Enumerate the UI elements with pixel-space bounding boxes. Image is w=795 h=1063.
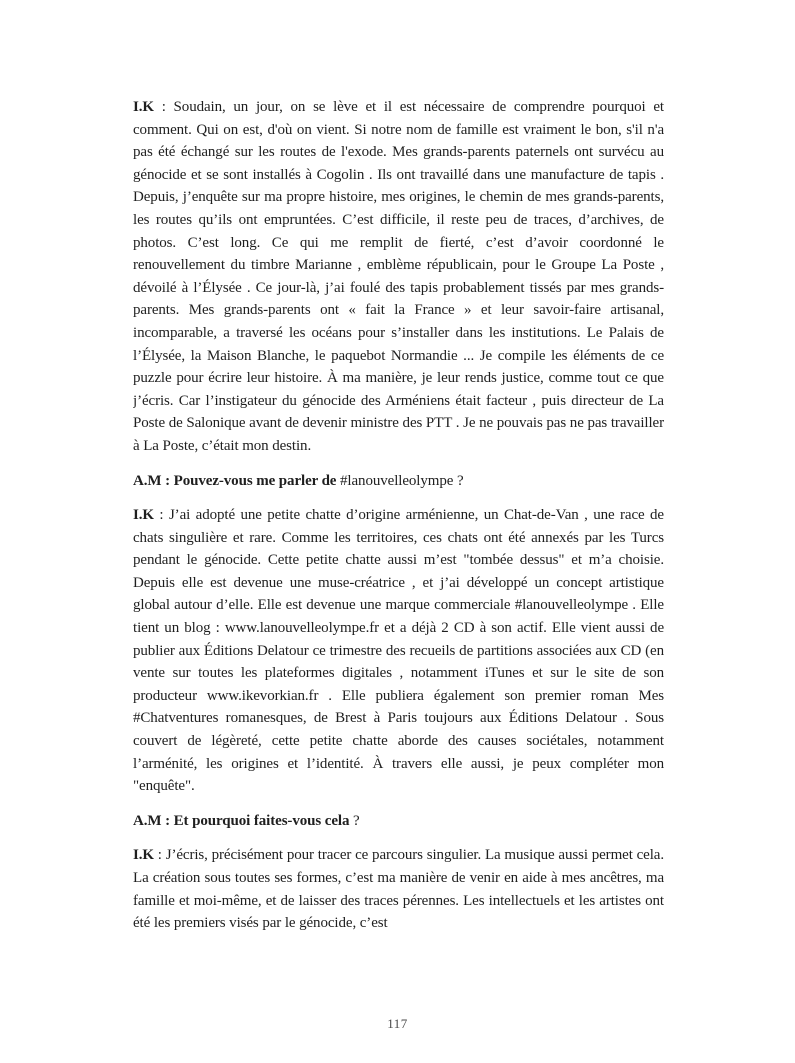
question-bold-text: Pouvez-vous me parler de: [173, 472, 341, 489]
speaker-separator: :: [153, 847, 166, 864]
speaker-label: I.K: [133, 847, 154, 864]
speaker-label: A.M: [133, 812, 162, 829]
page-number: 117: [387, 1016, 408, 1031]
paragraph-text: #lanouvelleolympe ?: [340, 472, 464, 489]
speaker-separator: :: [161, 472, 174, 489]
speaker-separator: :: [153, 99, 174, 115]
paragraph-text: ?: [349, 812, 360, 829]
paragraph-am-question-2: [133, 810, 664, 833]
paragraph-am-question-1: [133, 470, 664, 493]
paragraph-ik-answer-2: [133, 504, 664, 798]
speaker-label: A.M: [133, 472, 162, 489]
paragraph-ik-answer-1: [133, 96, 664, 458]
speaker-label: I.K: [133, 507, 154, 524]
paragraph-text: Soudain, un jour, on se lève et il est nécessaire de comprendre pourquoi et comment. Qui on est, d'où on vient. Si notre nom de famille est vraiment le bon, s'il n'a pas été échangé sur les routes de l'exode. Mes grands-parents paternels ont survécu au génocide et se sont installés à Cogolin . Ils ont travaillé dans une manufacture de tapis . Depuis, j’enquête sur ma propre histoire, mes origines, le chemin de mes grands-parents, les routes qu’ils ont empruntées. C’est difficile, il reste peu de traces, d’archives, de photos. C’est long. Ce qui me remplit de fierté, c’est d’avoir coordonné le renouvellement du timbre Marianne , emblème républicain, pour le Groupe La Poste , dévoilé à l’Élysée . Ce jour-là, j’ai foulé des tapis probablement tissés par mes grands-parents. Mes grands-parents ont « fait la France » et leur savoir-faire artisanal, incomparable, a traversé les océans pour s’installer dans les institutions. Le Palais de l’Élysée, la Maison Blanche, le paquebot Normandie ... Je compile les éléments de ce puzzle pour écrire leur histoire. À ma manière, je leur rends justice, comme tout ce que j’écris. Car l’instigateur du génocide des Arméniens était facteur , puis directeur de La Poste de Salonique avant de devenir ministre des PTT . Je ne pouvais pas ne pas travailler à La Poste, c’était mon destin.: [133, 99, 664, 454]
paragraph-text: J’ai adopté une petite chatte d’origine arménienne, un Chat-de-Van , une race de chats singulière et rare. Comme les territoires, ces chats ont été annexés par les Turcs pendant le génocide. Cette petite chatte aussi m’est "tombée dessus" et m’a choisie. Depuis elle est devenue une muse-créatrice , et j’ai développé un concept artistique global autour d’elle. Elle est devenue une marque commerciale #lanouvelleolympe . Elle tient un blog : www.lanouvelleolympe.fr et a déjà 2 CD à son actif. Elle vient aussi de publier aux Éditions Delatour ce trimestre des recueils de partitions associées aux CD (en vente sur toutes les plateformes digitales , notamment iTunes et sur le site de son producteur www.ikevorkian.fr . Elle publiera également son premier roman Mes #Chatventures romanesques, de Brest à Paris toujours aux Éditions Delatour . Sous couvert de légèreté, cette petite chatte aborde des causes sociétales, notamment l’arménité, les origines et l’identité. À travers elle aussi, je peux compléter mon "enquête".: [133, 507, 664, 795]
speaker-label: I.K: [133, 99, 154, 115]
speaker-separator: :: [153, 507, 169, 524]
paragraph-text: J’écris, précisément pour tracer ce parcours singulier. La musique aussi permet cela. La création sous toutes ses formes, c’est ma manière de venir en aide à mes ancêtres, ma famille et moi-même, et de laisser des traces pérennes. Les intellectuels et les artistes ont été les premiers visés par le génocide, c’est: [133, 847, 664, 932]
document-text-block: [133, 96, 664, 1024]
question-bold-text: Et pourquoi faites-vous cela: [173, 812, 350, 829]
paragraph-ik-answer-3: [133, 844, 664, 934]
speaker-separator: :: [161, 812, 174, 829]
